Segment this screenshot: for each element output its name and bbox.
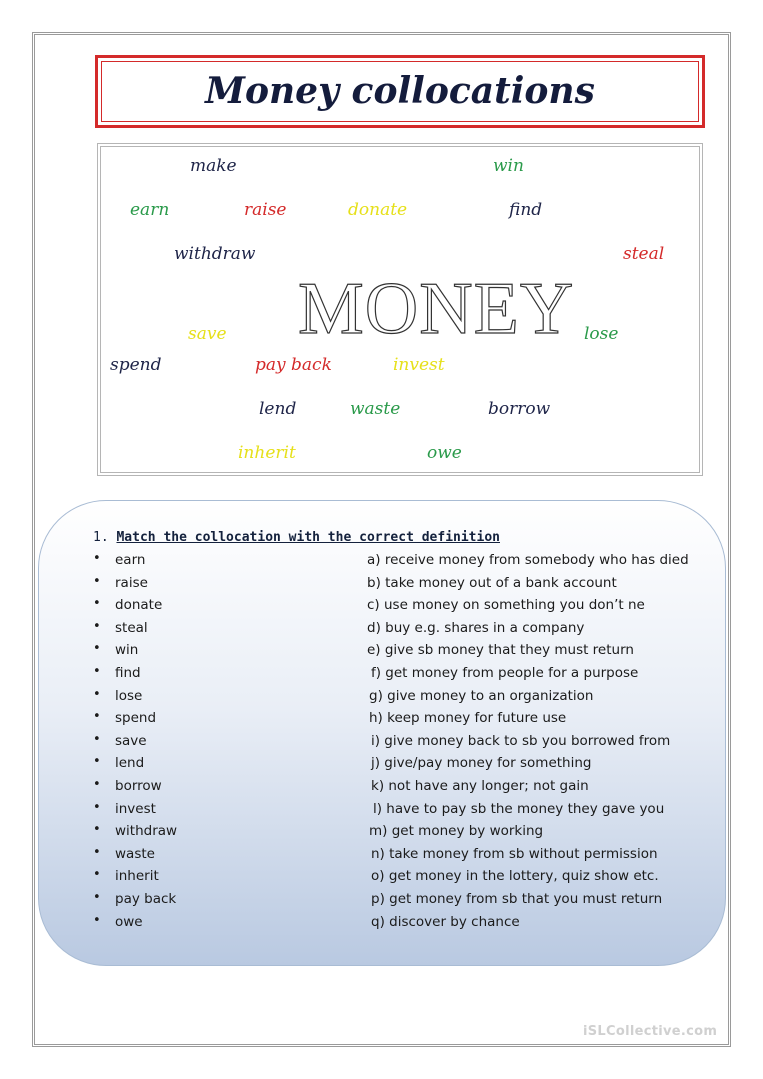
collocation-term: inherit [115,868,159,885]
definition: j) give/pay money for something [371,755,592,772]
collocation-term: lose [115,687,143,704]
cloud-word: invest [393,355,445,375]
list-item [0,688,763,708]
bullet: • [93,890,101,905]
list-item [0,868,763,888]
collocation-term: steal [115,619,148,636]
collocation-term: withdraw [115,823,178,840]
cloud-word: win [493,156,524,176]
cloud-word: waste [350,399,401,419]
bullet: • [93,709,101,725]
exercise-number: 1. [93,530,109,545]
bullet: • [93,867,101,883]
bullet: • [93,777,101,792]
collocation-term: borrow [115,778,162,794]
cloud-word: lose [584,324,619,344]
cloud-word: pay back [255,355,332,375]
bullet: • [93,573,101,589]
collocation-term: find [115,665,141,681]
cloud-word: lend [259,399,297,419]
cloud-word: inherit [238,443,296,463]
cloud-word: owe [427,443,462,463]
bullet: • [93,799,101,815]
exercise-title: Match the collocation with the correct definition [116,530,500,545]
definition: d) buy e.g. shares in a company [367,619,585,636]
list-item [0,846,763,866]
money-center-word: MONEY [298,268,575,350]
definition: o) get money in the lottery, quiz show etc. [371,868,659,885]
collocation-term: waste [115,845,155,862]
collocation-term: earn [115,552,146,568]
bullet: • [93,844,101,860]
exercise-heading [93,530,500,545]
list-item [0,891,763,911]
bullet: • [93,551,101,566]
definition: n) take money from sb without permission [371,845,658,862]
bullet: • [93,664,101,679]
definition: a) receive money from somebody who has died [367,552,689,568]
definition: f) get money from people for a purpose [371,665,639,681]
list-item [0,642,763,662]
list-item [0,575,763,595]
cloud-word: raise [244,200,287,220]
list-item [0,710,763,730]
bullet: • [93,822,101,838]
definition: g) give money to an organization [369,687,594,704]
bullet: • [93,754,101,770]
bullet: • [93,618,101,634]
cloud-word: make [190,156,237,176]
definition: i) give money back to sb you borrowed from [371,732,671,749]
collocation-term: invest [115,800,156,817]
definition: p) get money from sb that you must return [371,891,663,907]
collocation-term: raise [115,574,148,591]
list-item [0,597,763,617]
cloud-word: donate [348,200,408,220]
collocation-term: pay back [115,891,177,907]
definition: c) use money on something you don’t ne [367,597,645,614]
list-item [0,552,763,572]
title-box [95,55,705,128]
cloud-word: borrow [488,399,551,419]
definition: q) discover by chance [371,913,520,930]
bullet: • [93,912,101,928]
collocation-term: lend [115,755,145,772]
bullet: • [93,686,101,702]
collocation-term: spend [115,710,157,727]
cloud-word: withdraw [174,244,256,264]
collocation-term: win [115,642,139,659]
cloud-word: steal [623,244,665,264]
cloud-word: spend [110,355,162,375]
list-item [0,755,763,775]
list-item [0,733,763,753]
definition: m) get money by working [369,823,544,840]
bullet: • [93,731,101,747]
cloud-word: find [509,200,543,220]
list-item [0,823,763,843]
collocation-term: owe [115,913,143,930]
list-item [0,620,763,640]
definition: k) not have any longer; not gain [371,778,589,794]
cloud-word: save [188,324,227,344]
watermark: iSLCollective.com [583,1024,718,1039]
cloud-word: earn [130,200,170,220]
definition: h) keep money for future use [369,710,567,727]
bullet: • [93,641,101,657]
collocation-term: donate [115,597,163,614]
definition: b) take money out of a bank account [367,574,617,591]
list-item [0,801,763,821]
collocation-term: save [115,732,147,749]
page-title: Money collocations [205,70,595,112]
definition: l) have to pay sb the money they gave you [373,800,665,817]
list-item [0,665,763,685]
list-item [0,778,763,798]
list-item [0,914,763,934]
definition: e) give sb money that they must return [367,642,634,659]
bullet: • [93,596,101,612]
